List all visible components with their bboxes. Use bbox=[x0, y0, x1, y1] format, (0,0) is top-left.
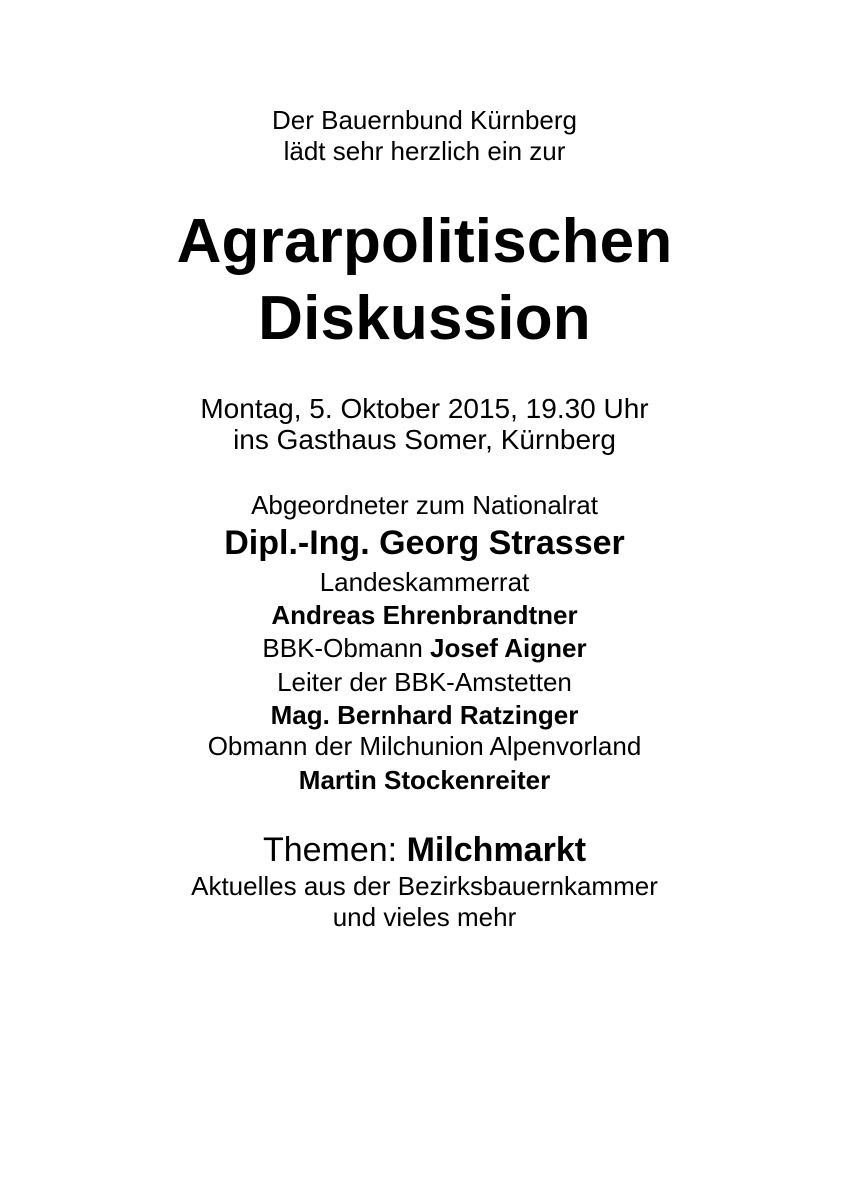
speaker-line-3 bbox=[0, 635, 849, 661]
topics-main: Milchmarkt bbox=[406, 831, 587, 869]
title-line-1: Agrarpolitischen bbox=[176, 207, 673, 276]
speaker-name-3: Josef Aigner bbox=[430, 633, 587, 663]
topics-label: Themen: bbox=[262, 831, 407, 869]
speaker-name-2: Andreas Ehrenbrandtner bbox=[271, 600, 578, 630]
speaker-role-1: Abgeordneter zum Nationalrat bbox=[251, 490, 598, 520]
intro-line-2: lädt sehr herzlich ein zur bbox=[283, 136, 566, 166]
speaker-name-4: Mag. Bernhard Ratzinger bbox=[270, 700, 579, 730]
speaker-role-4: Leiter der BBK-Amstetten bbox=[277, 667, 572, 697]
intro-line-1: Der Bauernbund Kürnberg bbox=[272, 105, 577, 135]
topics-line-1 bbox=[0, 833, 849, 867]
speaker-name-5: Martin Stockenreiter bbox=[298, 765, 551, 795]
topics-line-2: Aktuelles aus der Bezirksbauernkammer bbox=[191, 871, 658, 901]
speaker-name-1: Dipl.-Ing. Georg Strasser bbox=[224, 524, 625, 562]
title-line-2: Diskussion bbox=[258, 284, 591, 353]
event-venue: ins Gasthaus Somer, Kürnberg bbox=[233, 424, 616, 455]
topics-line-3: und vieles mehr bbox=[332, 902, 517, 932]
event-datetime: Montag, 5. Oktober 2015, 19.30 Uhr bbox=[200, 393, 649, 424]
speaker-role-3: BBK-Obmann bbox=[262, 633, 431, 663]
speaker-role-5: Obmann der Milchunion Alpenvorland bbox=[207, 731, 642, 761]
speaker-role-2: Landeskammerrat bbox=[319, 567, 530, 597]
